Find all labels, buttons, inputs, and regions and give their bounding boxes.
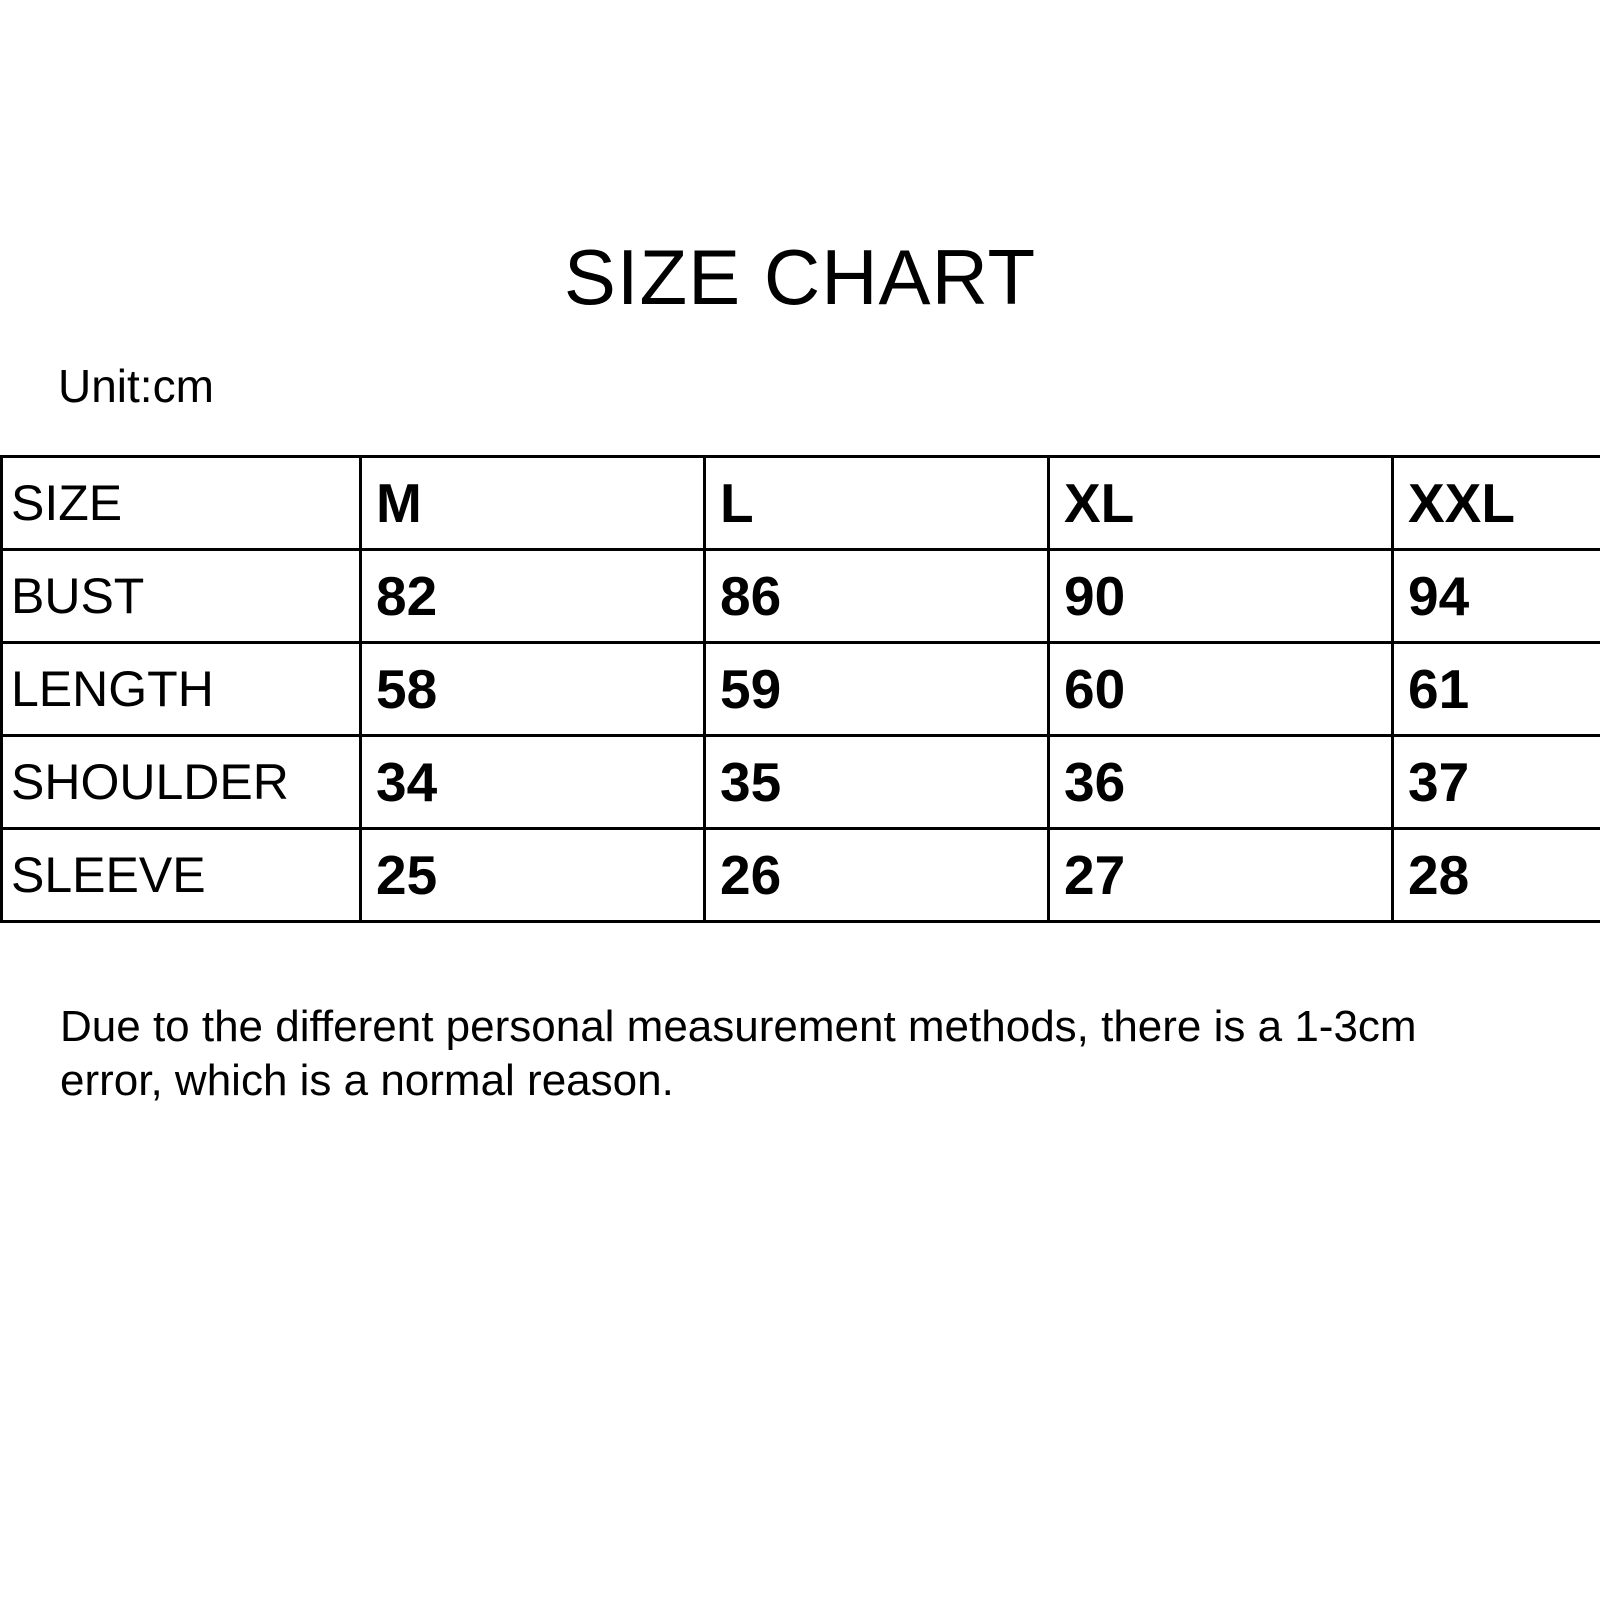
- cell-length-xxl: 61: [1393, 643, 1600, 736]
- row-label-sleeve: SLEEVE: [2, 829, 361, 922]
- cell-size-xl: XL: [1049, 457, 1393, 550]
- cell-length-m: 58: [361, 643, 705, 736]
- table-row: [2, 550, 1600, 643]
- table-row: [2, 829, 1600, 922]
- unit-label: Unit:cm: [58, 360, 214, 412]
- cell-size-m: M: [361, 457, 705, 550]
- cell-size-xxl: XXL: [1393, 457, 1600, 550]
- cell-sleeve-xl: 27: [1049, 829, 1393, 922]
- cell-bust-m: 82: [361, 550, 705, 643]
- cell-sleeve-xxl: 28: [1393, 829, 1600, 922]
- table-row: [2, 643, 1600, 736]
- size-table-container: [0, 455, 1547, 923]
- size-table: [0, 455, 1600, 923]
- row-label-bust: BUST: [2, 550, 361, 643]
- measurement-note: Due to the different personal measurement methods, there is a 1-3cm error, which is a normal reason.: [60, 1002, 1417, 1105]
- row-label-shoulder: SHOULDER: [2, 736, 361, 829]
- cell-length-l: 59: [705, 643, 1049, 736]
- cell-shoulder-xxl: 37: [1393, 736, 1600, 829]
- row-label-length: LENGTH: [2, 643, 361, 736]
- cell-shoulder-m: 34: [361, 736, 705, 829]
- cell-sleeve-m: 25: [361, 829, 705, 922]
- cell-bust-xxl: 94: [1393, 550, 1600, 643]
- table-row: [2, 736, 1600, 829]
- cell-shoulder-xl: 36: [1049, 736, 1393, 829]
- cell-bust-xl: 90: [1049, 550, 1393, 643]
- table-row: [2, 457, 1600, 550]
- page-title: SIZE CHART: [563, 233, 1037, 321]
- cell-sleeve-l: 26: [705, 829, 1049, 922]
- cell-bust-l: 86: [705, 550, 1049, 643]
- row-label-size: SIZE: [2, 457, 361, 550]
- cell-length-xl: 60: [1049, 643, 1393, 736]
- cell-size-l: L: [705, 457, 1049, 550]
- cell-shoulder-l: 35: [705, 736, 1049, 829]
